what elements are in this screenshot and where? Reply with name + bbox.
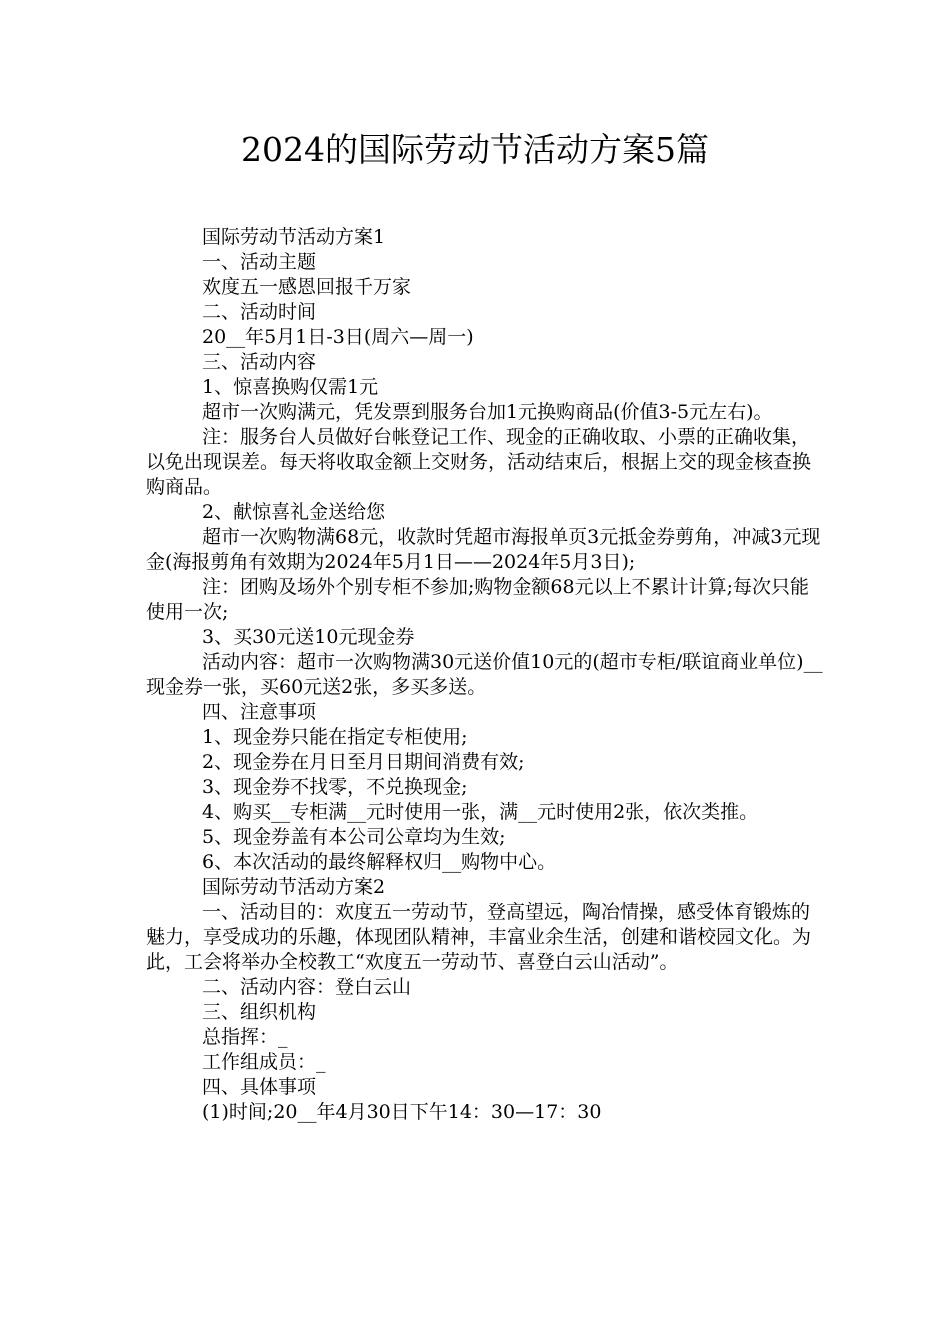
document-body: [146, 225, 826, 1125]
paragraph: 2、献惊喜礼金送给您: [202, 501, 386, 523]
paragraph: 3、买30元送10元现金券: [202, 626, 415, 648]
paragraph: 1、惊喜换购仅需1元: [202, 376, 379, 398]
paragraph: 5、现金券盖有本公司公章均为生效;: [202, 826, 506, 848]
paragraph: 欢度五一感恩回报千万家: [202, 276, 412, 298]
paragraph: 活动内容：超市一次购物满30元送价值10元的(超市专柜/联谊商业单位)__现金券一张，买60元送2张，多买多送。: [146, 651, 823, 698]
paragraph: 三、活动内容: [202, 351, 317, 373]
paragraph: 国际劳动节活动方案1: [202, 226, 386, 248]
paragraph: (1)时间;20__年4月30日下午14：30—17：30: [202, 1101, 602, 1123]
paragraph: 二、活动时间: [202, 301, 317, 323]
document-title: 2024的国际劳动节活动方案5篇: [241, 130, 709, 169]
paragraph: 四、具体事项: [202, 1076, 317, 1098]
paragraph: 三、组织机构: [202, 1001, 317, 1023]
paragraph: 四、注意事项: [202, 701, 317, 723]
paragraph: 20__年5月1日-3日(周六—周一): [202, 326, 474, 348]
paragraph: 注：服务台人员做好台帐登记工作、现金的正确收取、小票的正确收集，以免出现误差。每天将收取金额上交财务，活动结束后，根据上交的现金核查换购商品。: [146, 426, 812, 498]
paragraph: 超市一次购满元，凭发票到服务台加1元换购商品(价值3-5元左右)。: [202, 401, 773, 423]
paragraph: 4、购买__专柜满__元时使用一张，满__元时使用2张，依次类推。: [202, 801, 759, 823]
paragraph: 一、活动目的：欢度五一劳动节，登高望远，陶冶情操，感受体育锻炼的魅力，享受成功的乐趣，体现团队精神，丰富业余生活，创建和谐校园文化。为此，工会将举办全校教工“欢度五一劳动节、喜登白云山活动”。: [146, 901, 812, 973]
paragraph: 二、活动内容：登白云山: [202, 976, 412, 998]
paragraph: 总指挥：_: [202, 1026, 288, 1048]
paragraph: 1、现金券只能在指定专柜使用;: [202, 726, 468, 748]
paragraph: 一、活动主题: [202, 251, 317, 273]
paragraph: 3、现金券不找零，不兑换现金;: [202, 776, 468, 798]
paragraph: 超市一次购物满68元，收款时凭超市海报单页3元抵金券剪角，冲减3元现金(海报剪角有效期为2024年5月1日——2024年5月3日);: [146, 526, 821, 573]
paragraph: 国际劳动节活动方案2: [202, 876, 386, 898]
paragraph: 2、现金券在月日至月日期间消费有效;: [202, 751, 525, 773]
paragraph: 工作组成员：_: [202, 1051, 326, 1073]
paragraph: 注：团购及场外个别专柜不参加;购物金额68元以上不累计计算;每次只能使用一次;: [146, 576, 809, 623]
paragraph: 6、本次活动的最终解释权归__购物中心。: [202, 851, 557, 873]
